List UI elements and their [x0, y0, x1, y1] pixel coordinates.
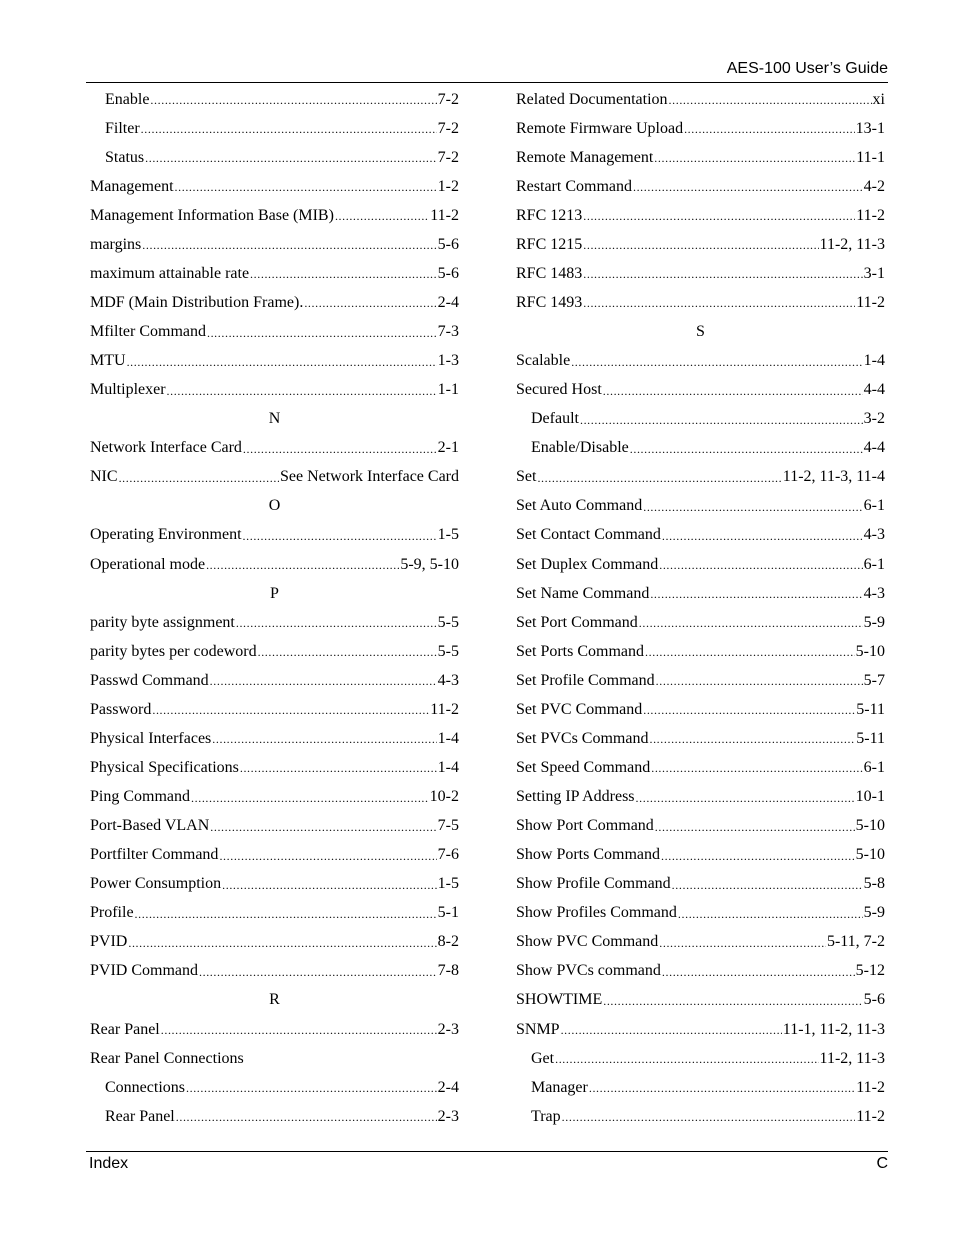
dot-leader: [210, 820, 436, 835]
index-term: Set Port Command: [516, 613, 638, 631]
dot-leader: [662, 529, 863, 544]
index-term: Rear Panel: [90, 1020, 160, 1038]
index-page-reference: 5-6: [437, 235, 459, 253]
index-entry: [90, 463, 459, 492]
dot-leader: [186, 1081, 437, 1096]
index-entry: [90, 230, 459, 259]
index-entry: [90, 201, 459, 230]
dot-leader: [580, 413, 863, 428]
dot-leader: [650, 587, 862, 602]
index-page-reference: See Network Interface Card: [279, 468, 459, 486]
index-term: NIC: [90, 468, 118, 486]
index-page-reference: 1-4: [437, 758, 459, 776]
index-page-reference: 11-2, 11-3: [819, 235, 885, 253]
dot-leader: [161, 1023, 437, 1038]
dot-leader: [537, 471, 781, 486]
index-entry: [90, 695, 459, 724]
index-page-reference: 5-10: [855, 817, 885, 835]
index-entry: [516, 579, 885, 608]
index-page-reference: 4-3: [863, 526, 885, 544]
index-page-reference: 4-4: [863, 439, 885, 457]
index-term: Portfilter Command: [90, 846, 219, 864]
index-entry: [90, 172, 459, 201]
index-term: Enable/Disable: [531, 439, 629, 457]
index-entry: [90, 928, 459, 957]
index-entry: [516, 259, 885, 288]
index-entry: [90, 870, 459, 899]
index-term: RFC 1483: [516, 264, 583, 282]
index-entry: [90, 899, 459, 928]
index-term: Rear Panel Connections: [90, 1049, 244, 1067]
index-subentry: [90, 1102, 459, 1131]
index-subentry: [90, 143, 459, 172]
index-subentry: [516, 405, 885, 434]
dot-leader: [210, 674, 437, 689]
index-entry: [516, 550, 885, 579]
index-page-reference: 2-4: [437, 293, 459, 311]
index-page-reference: 1-5: [437, 526, 459, 544]
dot-leader: [175, 180, 437, 195]
index-term: RFC 1493: [516, 293, 583, 311]
index-term: Show PVC Command: [516, 933, 659, 951]
index-page-reference: 5-9, 5-10: [400, 555, 459, 573]
index-term: parity bytes per codeword: [90, 642, 257, 660]
index-page-reference: 5-6: [437, 264, 459, 282]
index-entry: [90, 347, 459, 376]
index-term: Network Interface Card: [90, 439, 242, 457]
page-footer: [86, 1151, 888, 1177]
index-page-reference: 5-8: [863, 875, 885, 893]
dot-leader: [583, 296, 855, 311]
index-term: Power Consumption: [90, 875, 222, 893]
index-entry: [90, 1044, 459, 1073]
dot-leader: [583, 209, 855, 224]
dot-leader: [661, 849, 855, 864]
index-page-reference: 5-10: [855, 642, 885, 660]
dot-leader: [669, 93, 872, 108]
dot-leader: [583, 267, 862, 282]
index-page-reference: 5-10: [855, 846, 885, 864]
index-page-reference: 1-3: [437, 352, 459, 370]
index-page-reference: 1-2: [437, 177, 459, 195]
index-entry: [90, 1015, 459, 1044]
index-page-reference: 11-2: [856, 206, 885, 224]
dot-leader: [119, 471, 279, 486]
index-term: Physical Interfaces: [90, 729, 212, 747]
index-page-reference: 11-1, 11-2, 11-3: [782, 1020, 885, 1038]
index-term: Show Profile Command: [516, 875, 671, 893]
index-term: Set Duplex Command: [516, 555, 659, 573]
dot-leader: [603, 384, 863, 399]
index-page-reference: 8-2: [437, 933, 459, 951]
index-page-reference: 1-1: [437, 381, 459, 399]
index-entry: [516, 201, 885, 230]
index-entry: [90, 434, 459, 463]
index-entry: [516, 928, 885, 957]
index-column-left: [90, 85, 459, 1131]
index-page-reference: 6-1: [863, 497, 885, 515]
index-term: Trap: [531, 1107, 561, 1125]
index-page-reference: 11-2, 11-3, 11-4: [782, 468, 885, 486]
index-term: PVID Command: [90, 962, 198, 980]
dot-leader: [636, 791, 855, 806]
index-page-reference: 5-5: [437, 642, 459, 660]
index-entry: [90, 318, 459, 347]
index-term: Secured Host: [516, 381, 602, 399]
index-term: PVID: [90, 933, 128, 951]
dot-leader: [562, 1110, 856, 1125]
index-subentry: [90, 1073, 459, 1102]
index-entry: [90, 259, 459, 288]
index-page-reference: 5-7: [863, 671, 885, 689]
index-page-reference: 2-1: [437, 439, 459, 457]
index-entry: [516, 230, 885, 259]
index-term: Filter: [105, 119, 140, 137]
dot-leader: [659, 558, 862, 573]
index-column-right: [516, 85, 885, 1131]
index-entry: [516, 783, 885, 812]
dot-leader: [649, 732, 855, 747]
index-entry: [516, 841, 885, 870]
dot-leader: [603, 994, 862, 1009]
index-entry: [90, 841, 459, 870]
index-term: Set Profile Command: [516, 671, 655, 689]
index-page-reference: 7-2: [437, 90, 459, 108]
index-term: Status: [105, 148, 145, 166]
index-page-reference: 4-2: [863, 177, 885, 195]
dot-leader: [630, 442, 863, 457]
index-page-reference: 4-4: [863, 381, 885, 399]
dot-leader: [561, 1023, 782, 1038]
index-entry: [90, 376, 459, 405]
index-page-reference: 7-2: [437, 119, 459, 137]
index-term: Passwd Command: [90, 671, 209, 689]
index-entry: [90, 666, 459, 695]
index-term: Get: [531, 1049, 555, 1067]
index-entry: [516, 521, 885, 550]
index-term: Scalable: [516, 352, 571, 370]
index-page-reference: 3-2: [863, 410, 885, 428]
index-entry: [516, 957, 885, 986]
dot-leader: [167, 384, 437, 399]
page-header: [86, 60, 888, 83]
dot-leader: [633, 180, 863, 195]
index-term: Set PVCs Command: [516, 729, 649, 747]
index-term: Show PVCs command: [516, 962, 661, 980]
index-letter-heading: N: [268, 410, 281, 428]
dot-leader: [656, 674, 863, 689]
index-page-reference: 1-4: [437, 729, 459, 747]
dot-leader: [304, 296, 436, 311]
index-entry: [516, 870, 885, 899]
index-page-reference: 2-3: [437, 1107, 459, 1125]
index-page-reference: 5-5: [437, 613, 459, 631]
index-entry: [90, 288, 459, 317]
index-term: Operational mode: [90, 555, 206, 573]
dot-leader: [222, 878, 437, 893]
document-title: AES-100 User’s Guide: [726, 60, 888, 77]
dot-leader: [240, 761, 437, 776]
index-page-reference: 3-1: [863, 264, 885, 282]
dot-leader: [243, 529, 437, 544]
index-page-reference: 11-2: [856, 1078, 885, 1096]
index-entry: [516, 986, 885, 1015]
index-term: Operating Environment: [90, 526, 242, 544]
dot-leader: [219, 849, 436, 864]
index-term: Set Ports Command: [516, 642, 645, 660]
index-entry: [90, 812, 459, 841]
index-entry: [516, 376, 885, 405]
dot-leader: [145, 151, 437, 166]
dot-leader: [135, 907, 437, 922]
index-subentry: [90, 85, 459, 114]
index-letter-heading: O: [268, 497, 281, 515]
dot-leader: [684, 122, 855, 137]
index-page-reference: 7-8: [437, 962, 459, 980]
index-entry: [90, 783, 459, 812]
index-page-reference: 2-3: [437, 1020, 459, 1038]
index-term: Connections: [105, 1078, 185, 1096]
dot-leader: [150, 93, 436, 108]
index-subentry: [516, 434, 885, 463]
index-page-reference: 13-1: [855, 119, 885, 137]
index-term: Ping Command: [90, 788, 191, 806]
dot-leader: [583, 238, 818, 253]
dot-leader: [662, 965, 855, 980]
dot-leader: [659, 936, 826, 951]
index-term: MTU: [90, 352, 126, 370]
index-entry: [90, 724, 459, 753]
index-term: Default: [531, 410, 579, 428]
index-term: Multiplexer: [90, 381, 166, 399]
index-page-reference: 11-2, 11-3: [819, 1049, 885, 1067]
index-letter-heading: S: [696, 323, 705, 341]
dot-leader: [643, 703, 855, 718]
index-page-reference: 11-2: [856, 1107, 885, 1125]
index-letter-heading: R: [269, 991, 280, 1009]
index-entry: [516, 666, 885, 695]
dot-leader: [639, 616, 863, 631]
index-entry: [90, 957, 459, 986]
index-term: SNMP: [516, 1020, 560, 1038]
dot-leader: [176, 1110, 437, 1125]
index-page-reference: 5-6: [863, 991, 885, 1009]
index-term: Physical Specifications: [90, 758, 239, 776]
index-term: margins: [90, 235, 142, 253]
footer-page-number: C: [876, 1155, 888, 1172]
dot-leader: [142, 238, 436, 253]
index-term: Set Speed Command: [516, 758, 651, 776]
index-page-reference: 1-5: [437, 875, 459, 893]
index-term: Set Auto Command: [516, 497, 643, 515]
index-page-reference: 10-1: [855, 788, 885, 806]
index-entry: [516, 812, 885, 841]
index-term: Port-Based VLAN: [90, 817, 210, 835]
index-entry: [516, 85, 885, 114]
dot-leader: [152, 703, 429, 718]
dot-leader: [678, 907, 863, 922]
index-term: RFC 1215: [516, 235, 583, 253]
index-term: Show Profiles Command: [516, 904, 677, 922]
index-term: Remote Firmware Upload: [516, 119, 684, 137]
index-entry: [516, 172, 885, 201]
index-page-reference: 6-1: [863, 555, 885, 573]
index-page-reference: 5-11: [856, 700, 885, 718]
dot-leader: [258, 645, 437, 660]
index-term: parity byte assignment: [90, 613, 235, 631]
index-subentry: [516, 1073, 885, 1102]
index-term: SHOWTIME: [516, 991, 603, 1009]
index-term: Password: [90, 700, 152, 718]
index-subentry: [516, 1044, 885, 1073]
dot-leader: [571, 355, 862, 370]
index-term: Set: [516, 468, 537, 486]
index-entry: [516, 143, 885, 172]
index-term: Management: [90, 177, 174, 195]
index-page-reference: 7-5: [437, 817, 459, 835]
index-term: Show Ports Command: [516, 846, 661, 864]
dot-leader: [128, 936, 436, 951]
dot-leader: [206, 558, 399, 573]
index-term: MDF (Main Distribution Frame).: [90, 293, 304, 311]
index-entry: [516, 608, 885, 637]
index-page-reference: 5-12: [855, 962, 885, 980]
dot-leader: [199, 965, 437, 980]
index-page-reference: 7-3: [437, 323, 459, 341]
index-page-reference: 5-9: [863, 904, 885, 922]
index-entry: [90, 608, 459, 637]
dot-leader: [335, 209, 429, 224]
index-entry: [516, 347, 885, 376]
dot-leader: [589, 1081, 855, 1096]
index-page-reference: 7-2: [437, 148, 459, 166]
index-page-reference: 4-3: [437, 671, 459, 689]
dot-leader: [191, 791, 429, 806]
dot-leader: [672, 878, 863, 893]
index-term: Set Contact Command: [516, 526, 661, 544]
dot-leader: [654, 151, 855, 166]
index-entry: [516, 1015, 885, 1044]
index-term: Mfilter Command: [90, 323, 206, 341]
dot-leader: [643, 500, 862, 515]
index-page-reference: 5-11: [856, 729, 885, 747]
index-term: Show Port Command: [516, 817, 654, 835]
index-page-reference: 1-4: [863, 352, 885, 370]
index-page-reference: 6-1: [863, 758, 885, 776]
dot-leader: [127, 355, 437, 370]
index-entry: [516, 753, 885, 782]
index-entry: [516, 463, 885, 492]
index-page-reference: 11-1: [856, 148, 885, 166]
index-subentry: [90, 114, 459, 143]
index-term: Set PVC Command: [516, 700, 643, 718]
index-page-reference: 5-1: [437, 904, 459, 922]
index-entry: [90, 753, 459, 782]
dot-leader: [651, 761, 862, 776]
dot-leader: [212, 732, 436, 747]
index-term: Profile: [90, 904, 134, 922]
index-entry: [90, 550, 459, 579]
index-entry: [90, 521, 459, 550]
index-entry: [516, 637, 885, 666]
index-term: Enable: [105, 90, 150, 108]
index-page-reference: 10-2: [429, 788, 459, 806]
index-page-reference: 11-2: [430, 206, 459, 224]
index-term: Rear Panel: [105, 1107, 175, 1125]
index-subentry: [516, 1102, 885, 1131]
index-entry: [90, 637, 459, 666]
index-term: Related Documentation: [516, 90, 668, 108]
index-term: Management Information Base (MIB): [90, 206, 334, 224]
footer-section-label: Index: [89, 1155, 129, 1172]
dot-leader: [207, 326, 437, 341]
index-entry: [516, 695, 885, 724]
dot-leader: [236, 616, 437, 631]
index-term: Remote Management: [516, 148, 654, 166]
dot-leader: [555, 1052, 818, 1067]
index-term: maximum attainable rate: [90, 264, 250, 282]
dot-leader: [141, 122, 437, 137]
index-term: Manager: [531, 1078, 588, 1096]
index-page-reference: 5-9: [863, 613, 885, 631]
index-page-reference: 4-3: [863, 584, 885, 602]
index-page-reference: 2-4: [437, 1078, 459, 1096]
index-term: Setting IP Address: [516, 788, 635, 806]
index-term: Set Name Command: [516, 584, 650, 602]
index-term: Restart Command: [516, 177, 632, 195]
index-page-reference: 7-6: [437, 846, 459, 864]
dot-leader: [250, 267, 437, 282]
index-entry: [516, 899, 885, 928]
index-letter-heading: P: [270, 584, 279, 602]
index-page-reference: 11-2: [856, 293, 885, 311]
dot-leader: [243, 442, 437, 457]
index-entry: [516, 288, 885, 317]
dot-leader: [645, 645, 855, 660]
index-entry: [516, 492, 885, 521]
dot-leader: [655, 820, 855, 835]
index-term: RFC 1213: [516, 206, 583, 224]
index-page-reference: xi: [872, 90, 885, 108]
index-entry: [516, 114, 885, 143]
index-entry: [516, 724, 885, 753]
index-page-reference: 5-11, 7-2: [826, 933, 885, 951]
index-page-reference: 11-2: [430, 700, 459, 718]
